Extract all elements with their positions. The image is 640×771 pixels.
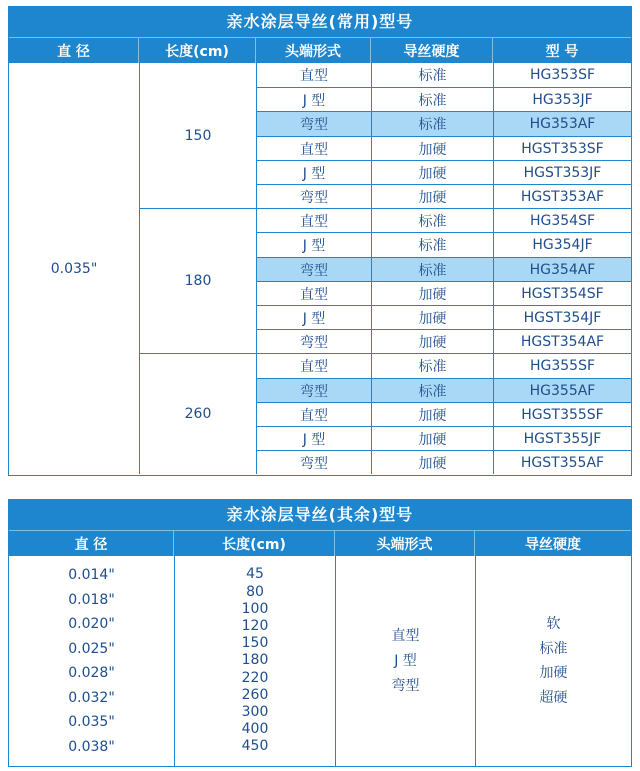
tip-form-cell: 直型 [256,402,371,426]
table1-title: 亲水涂层导丝(常用)型号 [9,7,631,37]
length-item: 120 [241,617,269,634]
diameter-list [9,556,174,766]
model-cell: HGST354AF [493,329,631,353]
table2-header-row [9,530,631,556]
header-diameter: 直 径 [9,38,139,63]
tip-form-cell: 弯型 [256,329,371,353]
tip-form-cell: 直型 [256,281,371,305]
header-hardness: 导丝硬度 [371,38,493,63]
model-cell: HG353SF [493,63,631,87]
hardness-cell: 标准 [371,257,493,281]
tip-form-cell: 直型 [256,136,371,160]
tip-form-cell: J 型 [256,232,371,257]
tip-form-item: 直型 [391,627,420,644]
length-item: 220 [241,669,269,686]
tip-form-cell: 弯型 [256,111,371,136]
header-length: 长度(cm) [174,531,335,556]
tip-form-cell: J 型 [256,87,371,111]
table2-title: 亲水涂层导丝(其余)型号 [9,500,631,530]
header-length: 长度(cm) [139,38,256,63]
model-cell: HGST354SF [493,281,631,305]
tip-form-cell: 弯型 [256,184,371,208]
hardness-cell: 标准 [371,353,493,378]
hardness-cell: 加硬 [371,402,493,426]
header-tip-form: 头端形式 [256,38,371,63]
hardness-cell: 标准 [371,208,493,232]
length-item: 300 [241,704,269,720]
hardness-item: 标准 [539,640,568,657]
hardness-cell: 标准 [371,378,493,402]
hardness-cell: 标准 [371,87,493,111]
length-item: 80 [246,583,264,600]
model-cell: HGST355AF [493,450,631,474]
hardness-cell: 加硬 [371,136,493,160]
model-cell: HGST355SF [493,402,631,426]
length-item: 100 [241,600,269,617]
model-cell: HG354AF [493,257,631,281]
model-cell: HGST353SF [493,136,631,160]
model-cell: HGST354JF [493,305,631,329]
length-cell: 150 [139,63,256,208]
model-cell: HGST355JF [493,426,631,450]
diameter-item: 0.032" [68,689,115,706]
tip-form-cell: 弯型 [256,257,371,281]
length-item: 150 [241,635,269,652]
model-cell: HG353AF [493,111,631,136]
tip-form-cell: J 型 [256,160,371,184]
hardness-cell: 加硬 [371,160,493,184]
length-item: 450 [241,738,269,755]
table1-body [9,63,631,475]
hardness-cell: 标准 [371,111,493,136]
tip-form-cell: 弯型 [256,450,371,474]
tip-form-cell: 弯型 [256,378,371,402]
diameter-item: 0.025" [68,640,115,657]
model-cell: HG355AF [493,378,631,402]
length-item: 180 [241,652,269,669]
model-cell: HG354JF [493,232,631,257]
model-cell: HG354SF [493,208,631,232]
tip-form-cell: J 型 [256,305,371,329]
model-cell: HGST353AF [493,184,631,208]
diameter-item: 0.020" [68,616,115,632]
length-cell: 180 [139,208,256,353]
tip-form-item: 弯型 [391,677,420,694]
hardness-cell: 标准 [371,232,493,257]
tip-form-cell: 直型 [256,353,371,378]
table1-header-row [9,37,631,63]
hardness-cell: 加硬 [371,305,493,329]
tip-form-cell: 直型 [256,208,371,232]
hardness-cell: 加硬 [371,426,493,450]
header-diameter: 直 径 [9,531,174,556]
model-cell: HGST353JF [493,160,631,184]
diameter-item: 0.035" [68,714,115,730]
tip-form-list [335,556,475,766]
length-cell: 260 [139,353,256,474]
header-hardness: 导丝硬度 [525,536,581,553]
diameter-cell: 0.035" [50,261,98,277]
tip-form-item: J 型 [394,652,417,669]
model-cell: HG355SF [493,353,631,378]
hardness-cell: 加硬 [371,281,493,305]
diameter-item: 0.014" [68,567,115,583]
diameter-item: 0.018" [68,591,115,608]
table2-body [9,556,631,766]
hardness-item: 超硬 [539,689,568,706]
length-item: 260 [241,686,269,703]
common-models-table [8,6,632,476]
tip-form-cell: J 型 [256,426,371,450]
header-tip-form: 头端形式 [335,531,475,556]
header-model: 型 号 [545,43,579,60]
hardness-cell: 加硬 [371,329,493,353]
diameter-item: 0.028" [68,665,115,681]
hardness-cell: 加硬 [371,450,493,474]
hardness-cell: 加硬 [371,184,493,208]
length-list [174,556,335,766]
other-models-table [8,499,632,767]
tip-form-cell: 直型 [256,63,371,87]
hardness-cell: 标准 [371,63,493,87]
hardness-item: 软 [546,616,561,632]
hardness-list [475,556,631,766]
hardness-item: 加硬 [539,665,568,681]
diameter-item: 0.038" [68,738,115,755]
length-item: 45 [246,566,264,583]
length-item: 400 [241,721,269,738]
model-cell: HG353JF [493,87,631,111]
